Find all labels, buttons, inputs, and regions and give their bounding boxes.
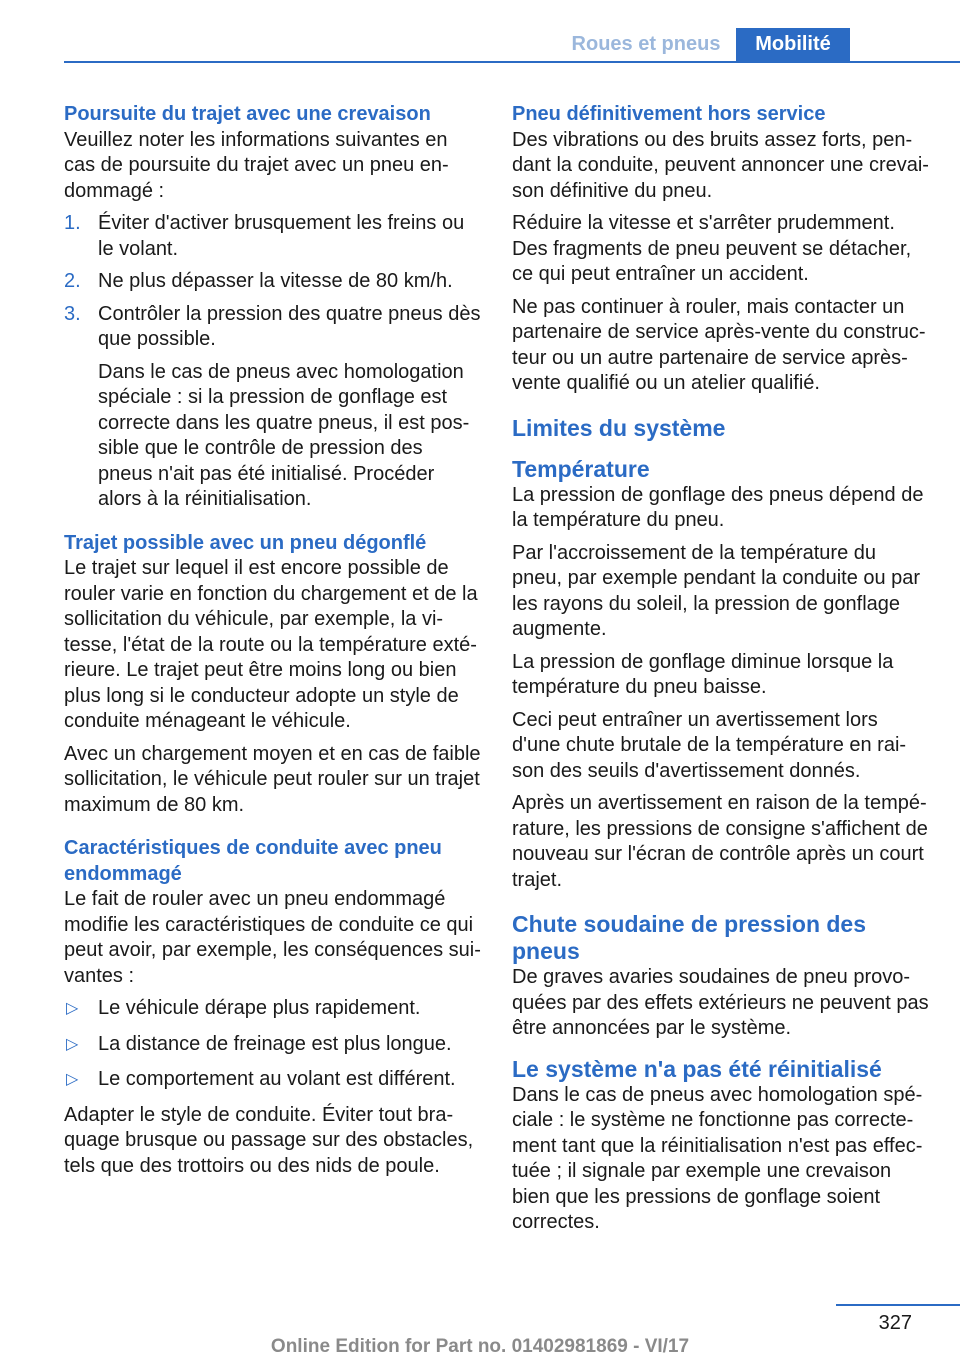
list-item-text: Ne plus dépasser la vitesse de 80 km/h.	[98, 270, 453, 292]
paragraph: Par l'accroissement de la température du pneu, par exemple pendant la conduite ou par les rayons du soleil, la pression de gonflage augmente.	[512, 541, 921, 640]
paragraph: Après un avertissement en raison de la température, les pressions de consigne s'affichent de nouveau sur l'écran de contrôle après un court trajet.	[512, 792, 928, 891]
list-number: 1.	[64, 212, 81, 234]
header-rule	[64, 61, 960, 63]
numbered-list	[64, 211, 482, 513]
paragraph: De graves avaries soudaines de pneu provoquées par des effets extérieurs ne peuvent pas être annoncées par le système.	[512, 966, 929, 1039]
heading-sudden-pressure-loss: Chute soudaine de pression des pneus	[512, 911, 867, 964]
paragraph: Ceci peut entraîner un avertissement lors d'une chute brutale de la température en raison des seuils d'avertissement donnés.	[512, 708, 907, 782]
bullet-item	[64, 1032, 482, 1058]
triangle-bullet-icon: ▷	[66, 1071, 79, 1088]
paragraph: La pression de gonflage des pneus dépend de la température du pneu.	[512, 483, 924, 531]
paragraph: Réduire la vitesse et s'arrêter prudemment. Des fragments de pneu peuvent se détacher, ce qui peut entraîner un accident.	[512, 212, 912, 285]
right-column	[512, 102, 930, 1243]
heading-temperature: Température	[512, 455, 650, 482]
heading-continuing-with-puncture: Poursuite du trajet avec une crevaison	[64, 103, 431, 125]
list-item	[64, 302, 482, 513]
section-title: Roues et pneus	[571, 33, 721, 55]
list-item	[64, 269, 482, 295]
list-item-text: Contrôler la pression des quatre pneus dès que possible.	[98, 302, 481, 350]
list-item-subtext: Dans le cas de pneus avec homologation spéciale : si la pression de gonflage est correcte dans les quatre pneus, il est possible que le contrôle de pression des pneus n'ait pas été initialisé. Procéder alors à la réinitialisation.	[98, 360, 470, 510]
bullet-item	[64, 1067, 482, 1093]
heading-driving-characteristics: Caractéristiques de conduite avec pneu endommagé	[64, 837, 442, 885]
paragraph: Avec un chargement moyen et en cas de faible sollicitation, le véhicule peut rouler sur un trajet maximum de 80 km.	[64, 742, 481, 816]
left-column	[64, 102, 482, 1186]
list-item-text: Éviter d'activer brusquement les freins ou le volant.	[98, 212, 465, 260]
heading-deflated-tire-range: Trajet possible avec un pneu dégonflé	[64, 531, 427, 554]
paragraph: La pression de gonflage diminue lorsque la température du pneu baisse.	[512, 650, 894, 698]
paragraph: Le fait de rouler avec un pneu endommagé modifie les caractéristiques de conduite ce qui peut avoir, par exemple, les conséquences suivantes :	[64, 888, 481, 987]
triangle-bullet-icon: ▷	[66, 1035, 79, 1053]
bullet-list	[64, 996, 482, 1093]
list-number: 3.	[64, 302, 81, 325]
paragraph: Ne pas continuer à rouler, mais contacter un partenaire de service après-vente du constructeur ou un autre partenaire de service après-vente qualifié ou un atelier qualifié.	[512, 295, 926, 394]
paragraph: Le trajet sur lequel il est encore possible de rouler varie en fonction du chargement et de la sollicitation du véhicule, par exemple, la vitesse, l'état de la route ou la température extérieure. Le trajet peut être moins long ou bien plus long si le conducteur adopte un style de conduite ménageant le véhicule.	[64, 557, 478, 732]
triangle-bullet-icon: ▷	[66, 1000, 79, 1017]
footer-edition: Online Edition for Part no. 01402981869 - VI/17	[270, 1336, 690, 1357]
bullet-text: La distance de freinage est plus longue.	[98, 1032, 452, 1055]
paragraph: Des vibrations ou des bruits assez forts, pendant la conduite, peuvent annoncer une crevaison définitive du pneu.	[512, 128, 929, 202]
paragraph: Veuillez noter les informations suivantes en cas de poursuite du trajet avec un pneu endommagé :	[64, 128, 449, 202]
paragraph: Dans le cas de pneus avec homologation spéciale : le système ne fonctionne pas correctement tant que la réinitialisation n'est pas effectuée ; il signale par exemple une crevaison bien que les pressions de gonflage soient correctes.	[512, 1083, 923, 1233]
page-number-rule	[836, 1304, 960, 1306]
chapter-tab[interactable]: Mobilité	[736, 28, 850, 62]
page-number: 327	[878, 1312, 912, 1334]
heading-tire-out-of-service: Pneu définitivement hors service	[512, 103, 826, 125]
list-item	[64, 211, 482, 262]
heading-system-not-reset: Le système n'a pas été réinitialisé	[512, 1055, 882, 1082]
bullet-text: Le comportement au volant est différent.	[98, 1068, 456, 1090]
list-number: 2.	[64, 270, 81, 292]
paragraph: Adapter le style de conduite. Éviter tout braquage brusque ou passage sur des obstacles, tels que des trottoirs ou des nids de poule.	[64, 1103, 474, 1177]
bullet-item	[64, 996, 482, 1022]
heading-system-limits: Limites du système	[512, 414, 726, 441]
bullet-text: Le véhicule dérape plus rapidement.	[98, 997, 421, 1019]
